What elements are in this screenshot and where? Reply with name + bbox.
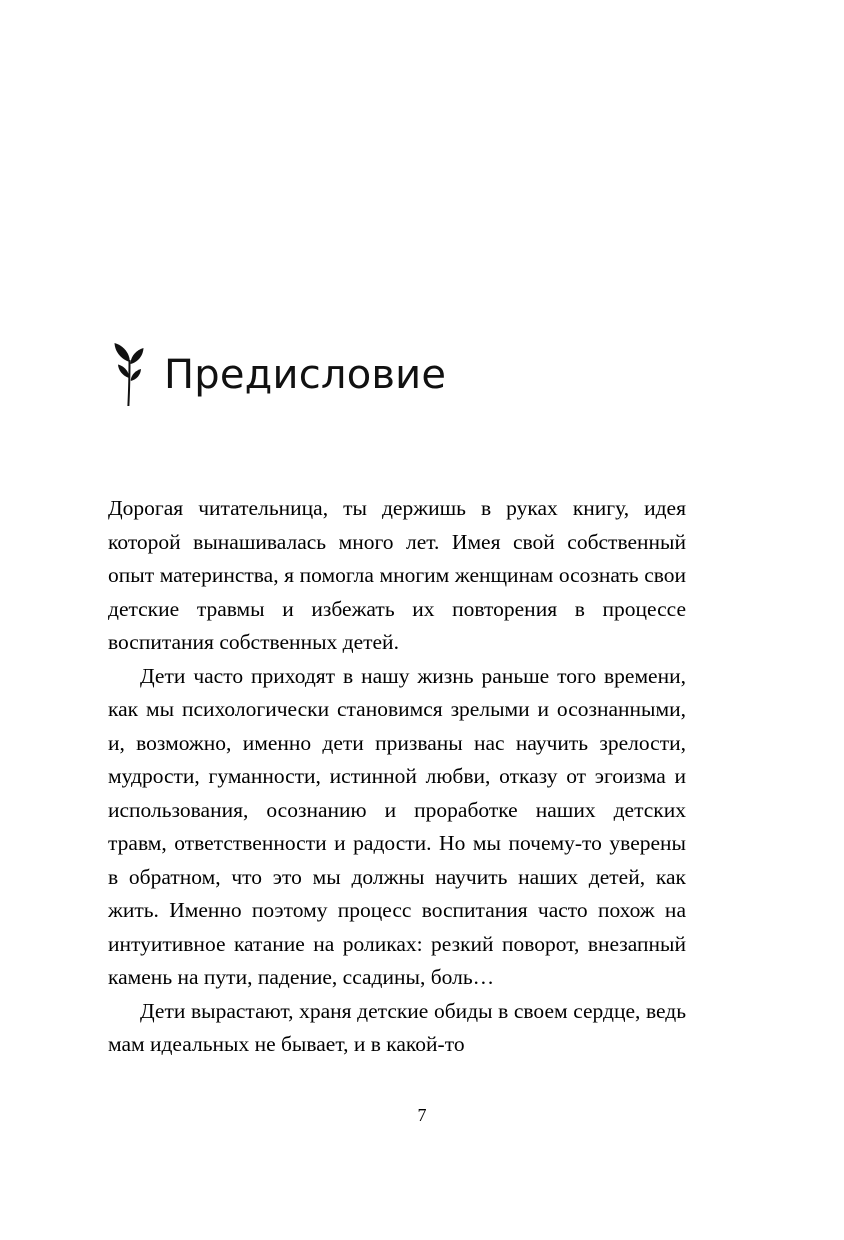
paragraph: Дети вырастают, храня детские обиды в своем сердце, ведь мам идеальных не бывает, и в какой-то — [108, 998, 686, 1056]
chapter-heading — [108, 330, 686, 420]
page-content — [108, 330, 686, 1062]
page-number: 7 — [417, 1105, 427, 1125]
paragraph: Дети часто приходят в нашу жизнь раньше того времени, как мы психологически становимся зрелыми и осознанными, и, возможно, именно дети призваны нас научить зрелости, мудрости, гуманности, истинной любви, отказу от эгоизма и использования, осознанию и проработке наших детских травм, ответственности и радости. Но мы почему-то уверены в обратном, что это мы должны научить наших детей, как жить. Именно поэтому процесс воспитания часто похож на интуитивное катание на роликах: резкий поворот, внезапный камень на пути, падение, ссадины, боль… — [108, 663, 686, 989]
paragraph: Дорогая читательница, ты держишь в руках книгу, идея которой вынашивалась много лет. Имея свой собственный опыт материнства, я помогла многим женщинам осознать свои детские травмы и избежать их повторения в процессе воспитания собственных детей. — [108, 496, 686, 654]
chapter-title: Предисловие — [164, 352, 447, 398]
leaf-sprig-icon — [108, 340, 148, 410]
body-text — [108, 492, 686, 1062]
